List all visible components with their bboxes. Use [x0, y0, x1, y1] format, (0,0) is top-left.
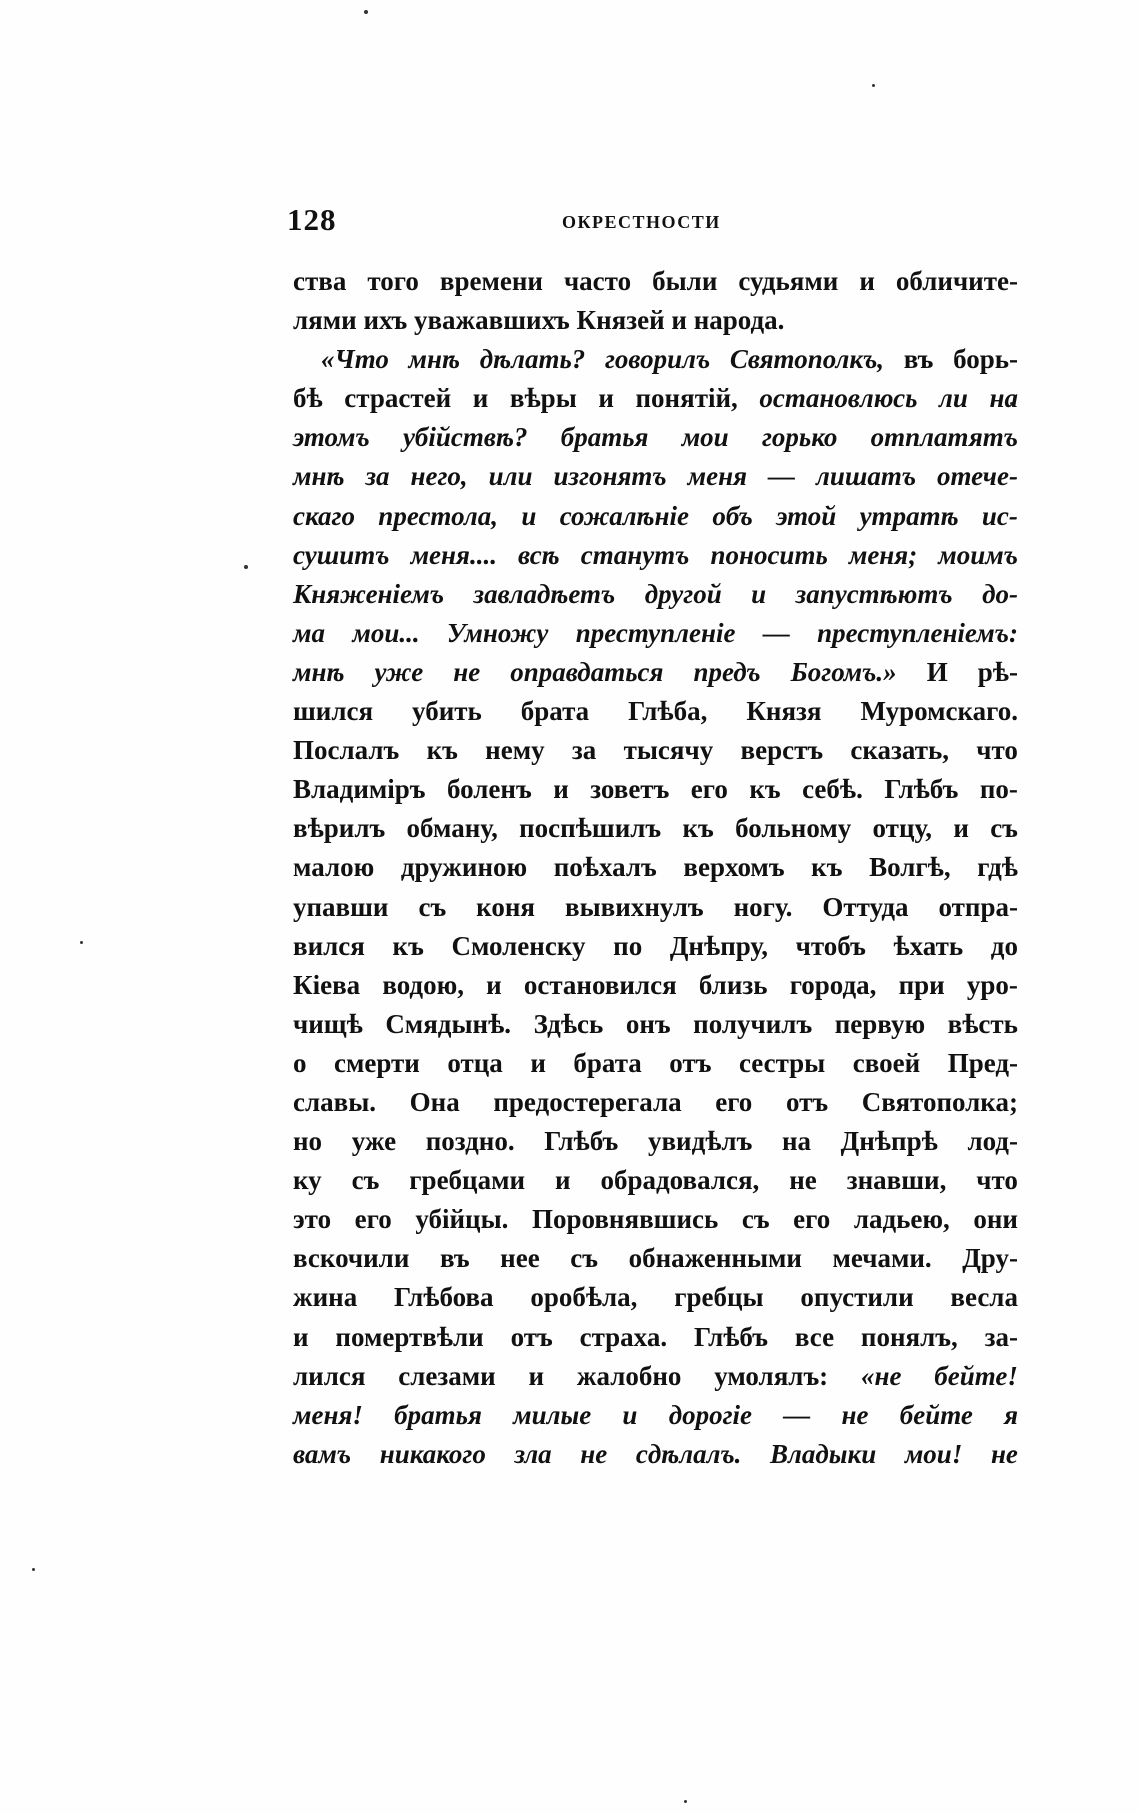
word: борь- [953, 344, 1018, 375]
word: его [793, 1204, 831, 1235]
running-head: ОКРЕСТНОСТИ [562, 212, 721, 232]
word: по- [979, 774, 1018, 805]
word: — [783, 1399, 811, 1430]
word: «Что [321, 344, 389, 375]
word: сказать, [850, 735, 949, 766]
text-line [293, 1435, 1018, 1474]
word: меня; [848, 539, 918, 570]
word: «не [861, 1360, 902, 1391]
word: на [781, 1126, 812, 1157]
word: Пред- [947, 1047, 1018, 1078]
word: не [453, 656, 481, 687]
word: и [530, 1047, 546, 1078]
text-line [293, 1278, 1018, 1317]
word: отплатятъ [870, 422, 1018, 453]
word: сушитъ [293, 539, 390, 570]
word: вѣры [509, 383, 577, 414]
word: и [486, 969, 502, 1000]
word: Днѣпрѣ [840, 1126, 938, 1157]
word: убійцы. [415, 1204, 509, 1235]
body-text [293, 262, 1018, 1474]
word: отъ [669, 1047, 712, 1078]
word: братья [560, 422, 649, 453]
word: брата [520, 696, 590, 727]
word: меня.... [410, 539, 497, 570]
word: горько [761, 422, 838, 453]
word: и [953, 813, 969, 844]
text-line [293, 418, 1018, 457]
text-line [293, 614, 1018, 653]
text-line [293, 575, 1018, 614]
word: Святополка; [861, 1086, 1018, 1117]
word: знавши, [846, 1165, 947, 1196]
word: говорилъ [604, 344, 711, 375]
word: обрадовался, [600, 1165, 760, 1196]
page-header [287, 202, 1017, 242]
word: тысячу [623, 735, 714, 766]
word: умолялъ: [714, 1360, 829, 1391]
word: увидѣлъ [647, 1126, 753, 1157]
word: верстъ [740, 735, 824, 766]
word: завладѣетъ [473, 578, 616, 609]
word: до- [982, 578, 1018, 609]
word: зла [514, 1438, 552, 1469]
word: съ [570, 1243, 598, 1274]
word: отече- [937, 461, 1018, 492]
word: не [789, 1165, 817, 1196]
text-line [293, 1005, 1018, 1044]
text-segment: лями ихъ уважавшихъ Князей и народа. [293, 305, 785, 336]
word: преступленіемъ: [817, 617, 1018, 648]
word: утратѣ [859, 500, 959, 531]
word: не [580, 1438, 608, 1469]
word: Князя [746, 696, 822, 727]
word: Поровнявшись [531, 1204, 719, 1235]
word: не [990, 1438, 1018, 1469]
word: дорогіе [668, 1399, 753, 1430]
word: и [622, 1399, 638, 1430]
word: о [293, 1047, 307, 1078]
word: отъ [785, 1086, 829, 1117]
word: Волгѣ, [869, 852, 951, 883]
word: къ [392, 930, 424, 961]
word: это [293, 1204, 332, 1235]
word: опустили [800, 1282, 914, 1313]
word: обличите- [895, 266, 1018, 296]
word: мечами. [832, 1243, 932, 1274]
word: поѣхалъ [553, 852, 657, 883]
word: понятій, [635, 383, 738, 414]
word: больному [735, 813, 852, 844]
word: остановился [523, 969, 677, 1000]
word: отпра- [938, 891, 1018, 922]
word: поздно. [425, 1126, 515, 1157]
word: слезами [398, 1360, 496, 1391]
text-line [293, 731, 1018, 770]
word: моимъ [938, 539, 1018, 570]
word: жалобно [576, 1360, 682, 1391]
word: Княженіемъ [293, 578, 445, 609]
word: за [571, 735, 597, 766]
word: себѣ. [802, 774, 863, 805]
word: и [555, 1165, 571, 1196]
word: поносить [710, 539, 828, 570]
word: сестры [738, 1047, 826, 1078]
text-line [293, 848, 1018, 887]
word: но [293, 1126, 323, 1157]
word: коня [476, 891, 536, 922]
word: боленъ [447, 774, 532, 805]
word: вамъ [293, 1438, 352, 1469]
word: понялъ, [860, 1321, 958, 1352]
page-number: 128 [287, 202, 337, 237]
word: времени [439, 266, 543, 296]
text-line [293, 1396, 1018, 1435]
word: объ [712, 500, 753, 531]
word: въ [903, 344, 934, 375]
word: страстей [344, 383, 452, 414]
word: Богомъ.» [790, 656, 897, 687]
word: мнѣ [293, 656, 345, 687]
word: Кіева [293, 969, 361, 1000]
word: меня! [293, 1399, 363, 1430]
word: бѣ [293, 383, 323, 414]
word: къ [682, 813, 714, 844]
word: и [293, 1321, 309, 1352]
word: судьями [738, 266, 839, 296]
word: предостерегала [493, 1086, 682, 1117]
word: всѣ [517, 539, 560, 570]
word: своей [852, 1047, 921, 1078]
word: Святополкъ, [729, 344, 885, 375]
word: что [976, 735, 1018, 766]
word: этомъ [293, 422, 370, 453]
word: получилъ [693, 1008, 813, 1039]
word: гдѣ [977, 852, 1018, 883]
word: онъ [625, 1008, 671, 1039]
word: Смоленску [451, 930, 586, 961]
word: преступленіе [575, 617, 736, 648]
text-line [293, 1239, 1018, 1278]
word: вскочили [293, 1243, 410, 1274]
word: ѣхать [893, 930, 964, 961]
word: мои! [904, 1438, 963, 1469]
word: милые [513, 1399, 592, 1430]
ink-speck [364, 10, 368, 14]
text-line [293, 888, 1018, 927]
word: мнѣ [293, 461, 345, 492]
word: Здѣсь [533, 1008, 604, 1039]
text-line [293, 809, 1018, 848]
word: остановлюсь [759, 383, 918, 414]
word: Смядынѣ. [385, 1008, 512, 1039]
word: изгонятъ [553, 461, 667, 492]
word: мои... [352, 617, 420, 648]
word: все [794, 1321, 835, 1352]
word: убійствѣ? [402, 422, 528, 453]
word: упавши [293, 891, 389, 922]
word: они [973, 1204, 1018, 1235]
word: и [598, 383, 614, 414]
word: оправдаться [510, 656, 664, 687]
word: Оттуда [822, 891, 909, 922]
word: по [613, 930, 643, 961]
text-line [293, 301, 1018, 340]
word: его [690, 774, 728, 805]
word: дружиною [400, 852, 528, 883]
word: отцу, [872, 813, 933, 844]
word: близь [698, 969, 768, 1000]
word: вѣсть [947, 1008, 1018, 1039]
word: вился [293, 930, 365, 961]
word: помертвѣли [335, 1321, 484, 1352]
word: и [553, 774, 569, 805]
text-line [293, 262, 1018, 301]
word: гребцами [409, 1165, 526, 1196]
text-line [293, 966, 1018, 1005]
word: верхомъ [683, 852, 785, 883]
word: дѣлать? [479, 344, 586, 375]
word: и [521, 500, 537, 531]
word: къ [749, 774, 781, 805]
word: что [976, 1165, 1018, 1196]
word: къ [426, 735, 458, 766]
word: смерти [334, 1047, 420, 1078]
word: города, [789, 969, 877, 1000]
word: бейте! [934, 1360, 1018, 1391]
text-line [293, 1083, 1018, 1122]
word: скаго [293, 500, 355, 531]
word: предъ [693, 656, 761, 687]
word: и [859, 266, 875, 296]
word: къ [811, 852, 843, 883]
word: станутъ [580, 539, 690, 570]
word: поспѣшилъ [519, 813, 662, 844]
word: отца [447, 1047, 503, 1078]
word: и [472, 383, 489, 414]
word: того [367, 266, 419, 296]
word: престола, [378, 500, 499, 531]
ink-speck [80, 941, 83, 944]
word: съ [990, 813, 1018, 844]
word: зоветъ [590, 774, 670, 805]
text-line [293, 340, 1018, 379]
word: гребцы [674, 1282, 764, 1313]
word: обнаженными [628, 1243, 802, 1274]
word: первую [834, 1008, 926, 1039]
word: ли [939, 383, 968, 414]
text-line [293, 536, 1018, 575]
word: ногу. [733, 891, 793, 922]
word: вывихнулъ [565, 891, 704, 922]
word: И [926, 656, 948, 687]
text-line [293, 1044, 1018, 1083]
word: рѣ- [977, 656, 1018, 687]
word: жина [293, 1282, 358, 1313]
word: чищѣ [293, 1008, 363, 1039]
word: другой [644, 578, 722, 609]
word: Дру- [962, 1243, 1018, 1274]
word: весла [950, 1282, 1018, 1313]
word: часто [563, 266, 632, 296]
word: лишатъ [815, 461, 917, 492]
word: сожалѣніе [559, 500, 690, 531]
word: Умножу [446, 617, 549, 648]
word: Она [409, 1086, 460, 1117]
word: или [488, 461, 533, 492]
word: малою [293, 852, 375, 883]
word: за- [984, 1321, 1018, 1352]
word: Глѣбъ [884, 774, 959, 805]
text-line [293, 379, 1018, 418]
word: съ [351, 1165, 380, 1196]
word: ма [293, 617, 325, 648]
word: отъ [510, 1321, 553, 1352]
word: лод- [967, 1126, 1018, 1157]
word: уро- [966, 969, 1018, 1000]
word: не [841, 1399, 869, 1430]
text-line [293, 770, 1018, 809]
word: Глѣбъ [693, 1321, 768, 1352]
word: водою, [382, 969, 464, 1000]
word: Глѣба, [628, 696, 708, 727]
word: Глѣбова [393, 1282, 494, 1313]
word: въ [439, 1243, 470, 1274]
word: Глѣбъ [544, 1126, 619, 1157]
word: Муромскаго. [860, 696, 1018, 727]
word: чтобъ [795, 930, 866, 961]
text-line [293, 653, 1018, 692]
word: него, [410, 461, 468, 492]
word: были [652, 266, 718, 296]
word: шился [293, 696, 374, 727]
text-line [293, 497, 1018, 536]
word: — [762, 617, 790, 648]
word: ис- [981, 500, 1018, 531]
word: мнѣ [408, 344, 461, 375]
text-line [293, 692, 1018, 731]
word: запустѣютъ [795, 578, 953, 609]
word: страха. [579, 1321, 668, 1352]
word: при [898, 969, 945, 1000]
word: съ [741, 1204, 770, 1235]
word: сдѣлалъ. [635, 1438, 742, 1469]
word: его [715, 1086, 753, 1117]
word: славы. [293, 1086, 377, 1117]
text-line [293, 1161, 1018, 1200]
text-line [293, 457, 1018, 496]
ink-speck [244, 565, 248, 569]
word: ства [293, 266, 347, 296]
word: этой [776, 500, 837, 531]
word: съ [418, 891, 447, 922]
word: на [989, 383, 1018, 414]
text-line [293, 1318, 1018, 1357]
word: нему [485, 735, 545, 766]
word: меня [687, 461, 748, 492]
word: я [1004, 1399, 1018, 1430]
word: бейте [899, 1399, 973, 1430]
word: оробѣла, [530, 1282, 638, 1313]
word: ладьею, [853, 1204, 950, 1235]
text-line [293, 1357, 1018, 1396]
text-line [293, 1200, 1018, 1239]
ink-speck [872, 84, 875, 87]
word: Владиміръ [293, 774, 426, 805]
word: уже [351, 1126, 397, 1157]
text-line [293, 927, 1018, 966]
word: и [751, 578, 767, 609]
word: за [365, 461, 390, 492]
word: мои [681, 422, 729, 453]
ink-speck [684, 1800, 687, 1803]
word: никакого [379, 1438, 486, 1469]
word: обману, [406, 813, 498, 844]
word: Днѣпру, [669, 930, 768, 961]
word: братья [394, 1399, 482, 1430]
ink-speck [32, 1568, 35, 1571]
word: уже [374, 656, 424, 687]
word: ку [293, 1165, 322, 1196]
text-line [293, 1122, 1018, 1161]
word: Послалъ [293, 735, 400, 766]
word: убить [412, 696, 482, 727]
word: лился [293, 1360, 366, 1391]
word: нее [500, 1243, 540, 1274]
word: его [354, 1204, 392, 1235]
word: и [528, 1360, 545, 1391]
word: — [768, 461, 795, 492]
word: вѣрилъ [293, 813, 386, 844]
word: Владыки [770, 1438, 877, 1469]
word: брата [573, 1047, 642, 1078]
word: до [990, 930, 1018, 961]
